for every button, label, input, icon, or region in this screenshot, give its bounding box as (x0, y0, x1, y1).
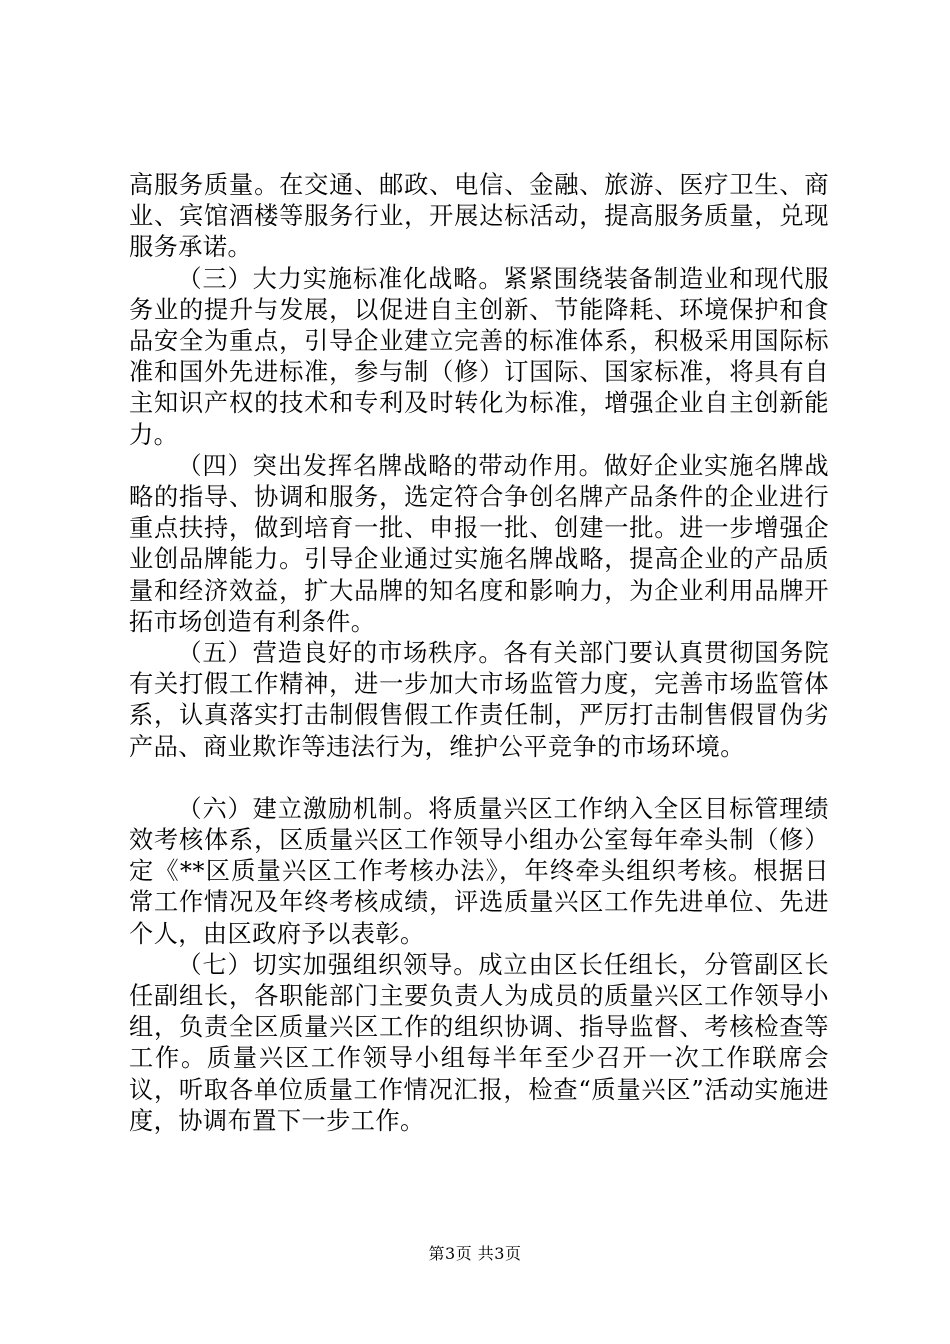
paragraph-section-5: （五）营造良好的市场秩序。各有关部门要认真贯彻国务院有关打假工作精神，进一步加大市场监管力度，完善市场监管体系，认真落实打击制假售假工作责任制，严厉打击制售假冒伪劣产品、商业欺诈等违法行为，维护公平竞争的市场环境。 (129, 639, 829, 761)
paragraph-section-3: （三）大力实施标准化战略。紧紧围绕装备制造业和现代服务业的提升与发展，以促进自主创新、节能降耗、环境保护和食品安全为重点，引导企业建立完善的标准体系，积极采用国际标准和国外先进标准，参与制（修）订国际、国家标准，将具有自主知识产权的技术和专利及时转化为标准，增强企业自主创新能力。 (129, 264, 829, 449)
paragraph-section-6: （六）建立激励机制。将质量兴区工作纳入全区目标管理绩效考核体系，区质量兴区工作领导小组办公室每年牵头制（修）定《**区质量兴区工作考核办法》，年终牵头组织考核。根据日常工作情况及年终考核成绩，评选质量兴区工作先进单位、先进个人，由区政府予以表彰。 (129, 794, 829, 948)
paragraph-section-4: （四）突出发挥名牌战略的带动作用。做好企业实施名牌战略的指导、协调和服务，选定符合争创名牌产品条件的企业进行重点扶持，做到培育一批、申报一批、创建一批。进一步增强企业创品牌能力。引导企业通过实施名牌战略，提高企业的产品质量和经济效益，扩大品牌的知名度和影响力，为企业利用品牌开拓市场创造有利条件。 (129, 451, 829, 636)
page-number-footer: 第3页 共3页 (428, 1244, 522, 1263)
paragraph-continuation: 高服务质量。在交通、邮政、电信、金融、旅游、医疗卫生、商业、宾馆酒楼等服务行业，开展达标活动，提高服务质量，兑现服务承诺。 (129, 171, 829, 262)
document-body (129, 170, 829, 1137)
paragraph-section-7: （七）切实加强组织领导。成立由区长任组长，分管副区长任副组长，各职能部门主要负责人为成员的质量兴区工作领导小组，负责全区质量兴区工作的组织协调、指导监督、考核检查等工作。质量兴区工作领导小组每半年至少召开一次工作联席会议，听取各单位质量工作情况汇报，检查“质量兴区”活动实施进度，协调布置下一步工作。 (129, 950, 829, 1135)
